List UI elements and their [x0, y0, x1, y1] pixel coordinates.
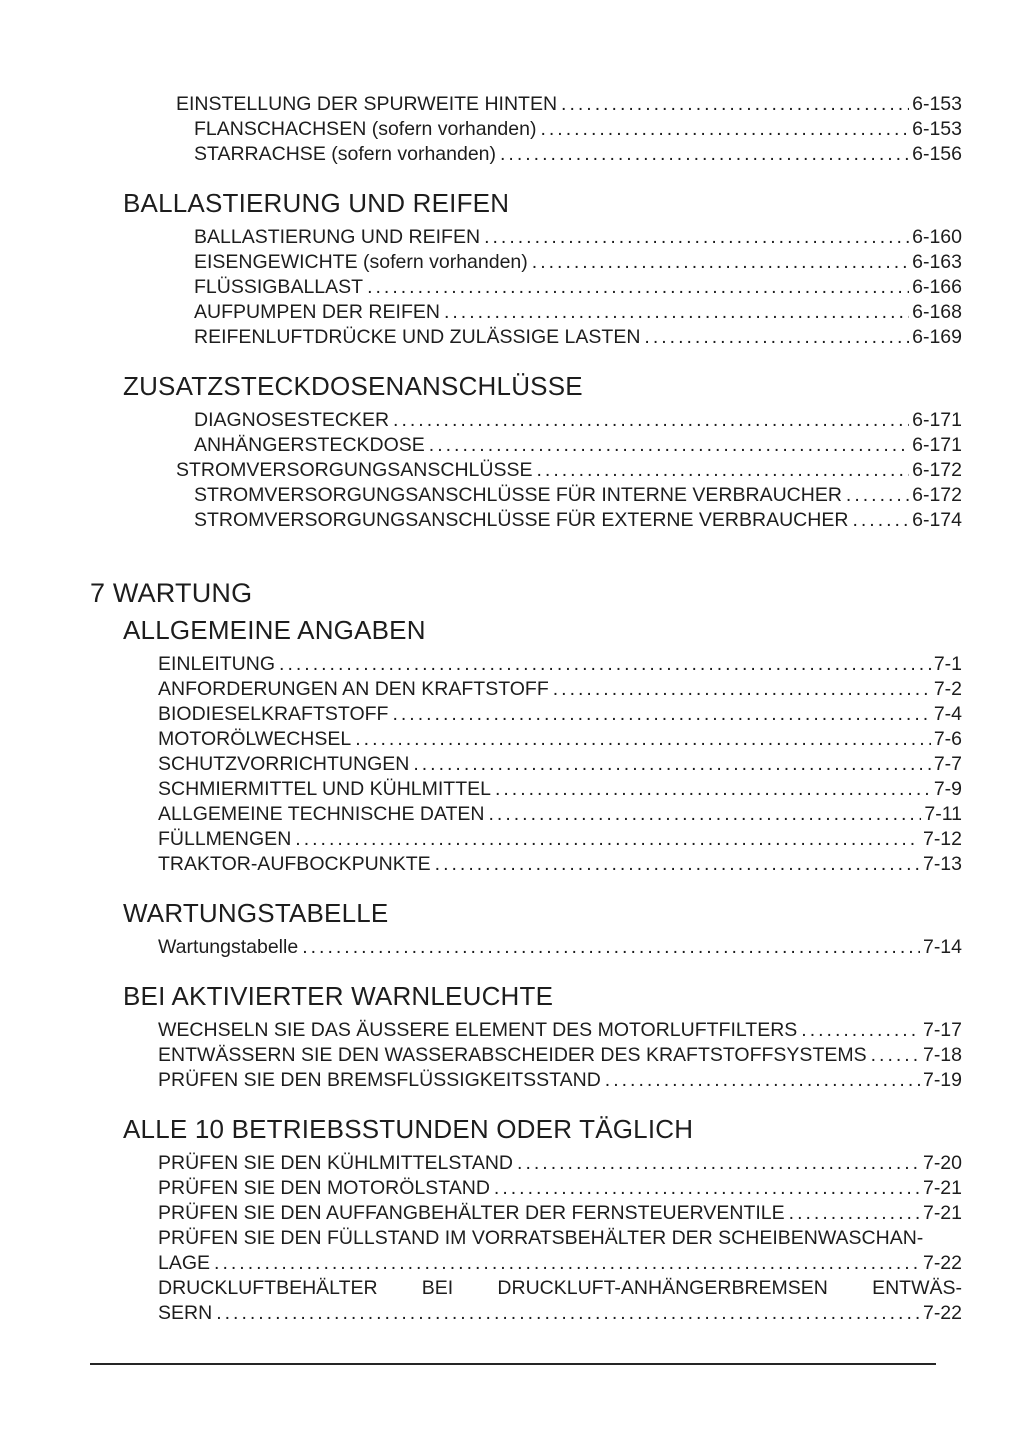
- dot-leader: [216, 1301, 920, 1326]
- section-heading: ZUSATZSTECKDOSENANSCHLÜSSE: [123, 371, 583, 401]
- toc-entry: [158, 1301, 962, 1326]
- toc-entry: [158, 1018, 962, 1043]
- dot-leader: [846, 483, 909, 508]
- dot-leader: [355, 727, 931, 752]
- dot-leader: [540, 117, 909, 142]
- page-number: 6-166: [912, 276, 962, 298]
- toc-entry-text: WECHSELN SIE DAS ÄUSSERE ELEMENT DES MOTORLUFTFILTERS: [158, 1019, 798, 1041]
- toc-entry-text: STROMVERSORGUNGSANSCHLÜSSE FÜR INTERNE VERBRAUCHER: [194, 484, 842, 506]
- page-number: 7-22: [922, 1302, 962, 1324]
- dot-leader: [302, 935, 920, 960]
- toc-entry-text: SERN: [158, 1302, 213, 1324]
- dot-leader: [605, 1068, 920, 1093]
- dot-leader: [532, 250, 909, 275]
- page-number: 6-153: [912, 93, 962, 115]
- toc-entry: [158, 1151, 962, 1176]
- toc-entry: [158, 652, 962, 677]
- toc-entry-text: STROMVERSORGUNGSANSCHLÜSSE FÜR EXTERNE VERBRAUCHER: [194, 509, 849, 531]
- toc-entry: [176, 458, 962, 483]
- toc-entry-text: STARRACHSE (sofern vorhanden): [194, 143, 497, 165]
- page-number: 6-156: [912, 143, 962, 165]
- section-heading: BALLASTIERUNG UND REIFEN: [123, 188, 510, 218]
- toc-entry-text: FÜLLMENGEN: [158, 828, 292, 850]
- toc-entry: [158, 935, 962, 960]
- toc-entry: [158, 802, 962, 827]
- toc-entry: [158, 677, 962, 702]
- page-number: 7-21: [922, 1177, 962, 1199]
- page-number: 6-169: [912, 326, 962, 348]
- section-heading: ALLGEMEINE ANGABEN: [123, 615, 426, 645]
- page-number: 7-6: [933, 728, 962, 750]
- dot-leader: [871, 1043, 920, 1068]
- dot-leader: [295, 827, 920, 852]
- toc-entry-text: ANFORDERUNGEN AN DEN KRAFTSTOFF: [158, 678, 549, 700]
- footer-rule: [90, 1363, 936, 1365]
- page-number: 7-19: [922, 1069, 962, 1091]
- dot-leader: [644, 325, 909, 350]
- page-number: 6-168: [912, 301, 962, 323]
- dot-leader: [484, 225, 909, 250]
- dot-leader: [789, 1201, 920, 1226]
- toc-entry: [158, 1176, 962, 1201]
- toc-entry: [194, 117, 962, 142]
- toc-entry: [194, 275, 962, 300]
- toc-entry-text: FLANSCHACHSEN (sofern vorhanden): [194, 118, 537, 140]
- toc-entry-text: STROMVERSORGUNGSANSCHLÜSSE: [176, 459, 533, 481]
- dot-leader: [367, 275, 909, 300]
- dot-leader: [444, 300, 909, 325]
- dot-leader: [435, 852, 920, 877]
- page-number: 7-2: [933, 678, 962, 700]
- toc-entry: [158, 752, 962, 777]
- page-number: 6-172: [912, 459, 962, 481]
- toc-entry-wrap-line: DRUCKLUFTBEHÄLTER BEI DRUCKLUFT-ANHÄNGERBREMSEN ENTWÄS-: [158, 1277, 962, 1299]
- dot-leader: [517, 1151, 920, 1176]
- toc-entry: [158, 777, 962, 802]
- toc-entry-text: ANHÄNGERSTECKDOSE: [194, 434, 425, 456]
- toc-entry-text: EINSTELLUNG DER SPURWEITE HINTEN: [176, 93, 558, 115]
- page-number: 7-4: [933, 703, 962, 725]
- page-number: 7-17: [922, 1019, 962, 1041]
- dot-leader: [413, 752, 930, 777]
- toc-entry-text: Wartungstabelle: [158, 936, 299, 958]
- page-number: 7-20: [922, 1152, 962, 1174]
- page-number: 6-163: [912, 251, 962, 273]
- toc-entry-text: DIAGNOSESTECKER: [194, 409, 390, 431]
- toc-entry: [194, 225, 962, 250]
- section-heading: WARTUNGSTABELLE: [123, 898, 389, 928]
- page-number: 6-174: [912, 509, 962, 531]
- toc-entry: [158, 702, 962, 727]
- toc-entry-text: PRÜFEN SIE DEN MOTORÖLSTAND: [158, 1177, 490, 1199]
- dot-leader: [214, 1251, 920, 1276]
- dot-leader: [536, 458, 909, 483]
- toc-entry-text: FLÜSSIGBALLAST: [194, 276, 364, 298]
- toc-entry-text: MOTORÖLWECHSEL: [158, 728, 352, 750]
- section-heading: BEI AKTIVIERTER WARNLEUCHTE: [123, 981, 554, 1011]
- page-number: 6-171: [912, 434, 962, 456]
- dot-leader: [852, 508, 909, 533]
- toc-entry: [194, 300, 962, 325]
- toc-entry-text: LAGE: [158, 1252, 211, 1274]
- toc-entry-text: EISENGEWICHTE (sofern vorhanden): [194, 251, 528, 273]
- toc-entry: [194, 142, 962, 167]
- page-number: 7-14: [922, 936, 962, 958]
- dot-leader: [429, 433, 909, 458]
- toc-entry: [194, 483, 962, 508]
- dot-leader: [801, 1018, 920, 1043]
- toc-entry-wrap-line: PRÜFEN SIE DEN FÜLLSTAND IM VORRATSBEHÄLTER DER SCHEIBENWASCHAN-: [158, 1227, 924, 1249]
- page-number: 7-21: [922, 1202, 962, 1224]
- toc-entry-text: SCHUTZVORRICHTUNGEN: [158, 753, 410, 775]
- toc-entry-text: SCHMIERMITTEL UND KÜHLMITTEL: [158, 778, 491, 800]
- page-number: 7-11: [924, 803, 962, 825]
- page-number: 6-172: [912, 484, 962, 506]
- toc-entry-text: BIODIESELKRAFTSTOFF: [158, 703, 389, 725]
- table-of-contents: [90, 92, 962, 1326]
- toc-entry: [158, 1201, 962, 1226]
- toc-entry-text: AUFPUMPEN DER REIFEN: [194, 301, 440, 323]
- dot-leader: [392, 702, 930, 727]
- toc-entry: [158, 1068, 962, 1093]
- toc-entry: [158, 827, 962, 852]
- toc-entry: [194, 408, 962, 433]
- toc-entry: [158, 1043, 962, 1068]
- page-number: 7-12: [922, 828, 962, 850]
- dot-leader: [393, 408, 909, 433]
- toc-entry: [194, 508, 962, 533]
- toc-entry: [158, 852, 962, 877]
- page-number: 7-13: [922, 853, 962, 875]
- toc-entry: [158, 727, 962, 752]
- toc-entry: [176, 92, 962, 117]
- section-heading: ALLE 10 BETRIEBSSTUNDEN ODER TÄGLICH: [123, 1114, 694, 1144]
- dot-leader: [553, 677, 931, 702]
- toc-entry-text: PRÜFEN SIE DEN KÜHLMITTELSTAND: [158, 1152, 514, 1174]
- toc-entry: [194, 433, 962, 458]
- toc-entry-text: PRÜFEN SIE DEN BREMSFLÜSSIGKEITSSTAND: [158, 1069, 601, 1091]
- toc-entry: [194, 325, 962, 350]
- page-number: 7-18: [922, 1044, 962, 1066]
- page-number: 6-153: [912, 118, 962, 140]
- page-number: 6-171: [912, 409, 962, 431]
- toc-entry: [158, 1251, 962, 1276]
- page-number: 6-160: [912, 226, 962, 248]
- page-number: 7-9: [933, 778, 962, 800]
- toc-entry-text: EINLEITUNG: [158, 653, 276, 675]
- toc-entry-text: TRAKTOR-AUFBOCKPUNKTE: [158, 853, 431, 875]
- dot-leader: [561, 92, 909, 117]
- page-number: 7-22: [922, 1252, 962, 1274]
- toc-entry-text: BALLASTIERUNG UND REIFEN: [194, 226, 481, 248]
- dot-leader: [489, 802, 922, 827]
- dot-leader: [495, 777, 931, 802]
- dot-leader: [500, 142, 909, 167]
- toc-entry: [194, 250, 962, 275]
- toc-entry-text: ALLGEMEINE TECHNISCHE DATEN: [158, 803, 485, 825]
- toc-entry-text: ENTWÄSSERN SIE DEN WASSERABSCHEIDER DES KRAFTSTOFFSYSTEMS: [158, 1044, 867, 1066]
- toc-entry-text: REIFENLUFTDRÜCKE UND ZULÄSSIGE LASTEN: [194, 326, 641, 348]
- chapter-heading: 7 WARTUNG: [90, 578, 253, 608]
- dot-leader: [494, 1176, 920, 1201]
- page-number: 7-1: [933, 653, 962, 675]
- toc-entry-text: PRÜFEN SIE DEN AUFFANGBEHÄLTER DER FERNSTEUERVENTILE: [158, 1202, 785, 1224]
- page-number: 7-7: [933, 753, 962, 775]
- dot-leader: [279, 652, 931, 677]
